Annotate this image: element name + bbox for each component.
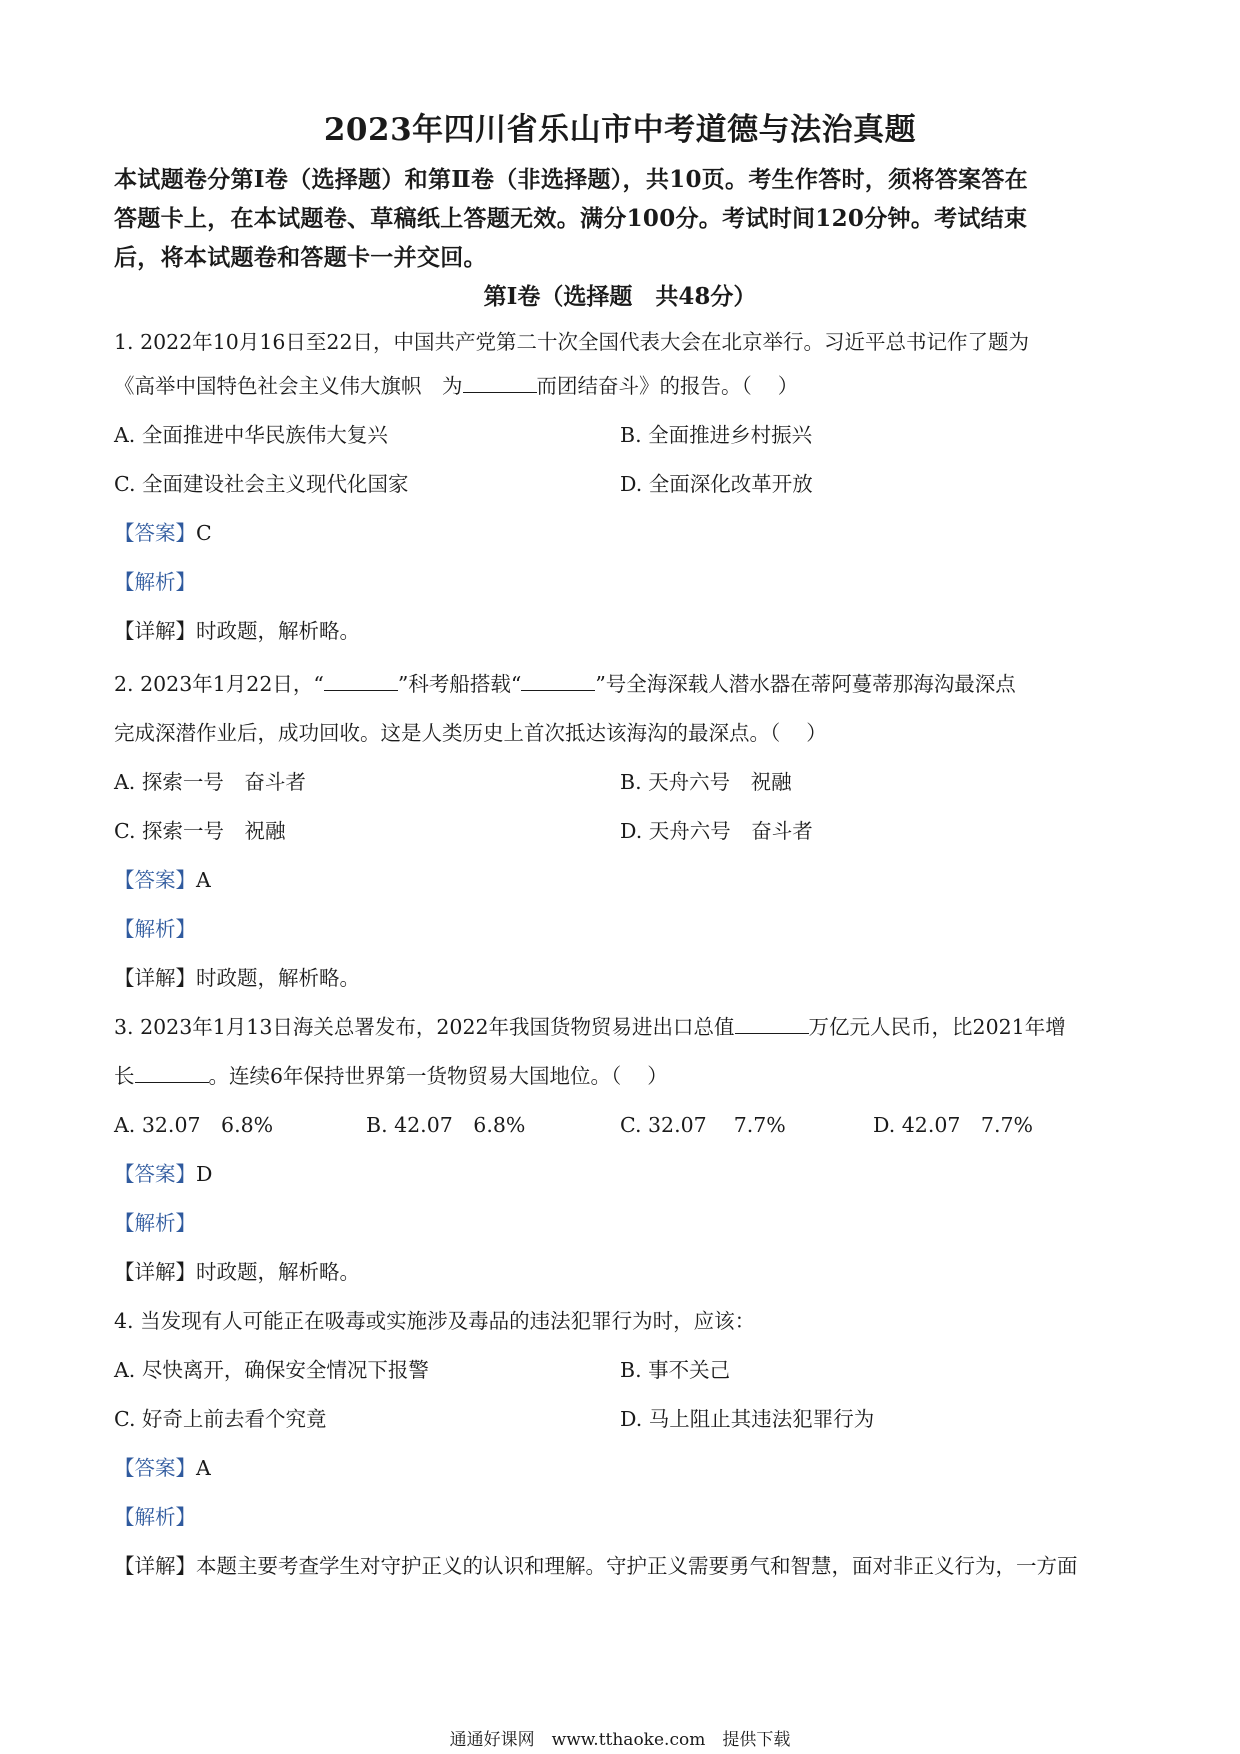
question-3-stem-line2: 长 。连续6年保持世界第一货物贸易大国地位。（ ） (114, 1064, 668, 1088)
question-4-option-d: D. 马上阻止其违法犯罪行为 (620, 1407, 875, 1431)
question-2-stem: 2. 2023年1月22日，“ ”科考船搭载“ ”号全海深载人潜水器在蒂阿蔓蒂那海沟最深点 (114, 672, 1016, 696)
instruction-line: 答题卡上，在本试题卷、草稿纸上答题无效。满分100分。考试时间120分钟。考试结束 (114, 205, 1028, 232)
question-4-detail: 【详解】本题主要考查学生对守护正义的认识和理解。守护正义需要勇气和智慧，面对非正义行为，一方面 (114, 1554, 1078, 1578)
question-1-analysis-label: 【解析】 (114, 570, 196, 594)
question-4-option-a: A. 尽快离开，确保安全情况下报警 (114, 1358, 429, 1382)
question-2-option-d: D. 天舟六号 奋斗者 (620, 819, 813, 843)
question-3-detail: 【详解】时政题，解析略。 (114, 1260, 360, 1284)
question-2-answer: 【答案】A (114, 868, 211, 892)
page-title: 2023年四川省乐山市中考道德与法治真题 (323, 112, 917, 148)
question-1-stem-line2: 《高举中国特色社会主义伟大旗帜 为 而团结奋斗》的报告。（ ） (114, 374, 799, 398)
question-3-answer: 【答案】D (114, 1162, 213, 1186)
exam-instructions (114, 160, 1134, 277)
question-2-stem-line2: 完成深潜作业后，成功回收。这是人类历史上首次抵达该海沟的最深点。（ ） (114, 721, 827, 745)
question-1-option-a: A. 全面推进中华民族伟大复兴 (114, 423, 388, 447)
question-1-option-c: C. 全面建设社会主义现代化国家 (114, 472, 409, 496)
question-2-option-c: C. 探索一号 祝融 (114, 819, 286, 843)
fill-blank (463, 374, 537, 393)
question-4-analysis-label: 【解析】 (114, 1505, 196, 1529)
fill-blank (521, 672, 595, 691)
question-3-analysis-label: 【解析】 (114, 1211, 196, 1235)
question-3-option-b: B. 42.07 6.8% (366, 1113, 526, 1137)
question-1-detail: 【详解】时政题，解析略。 (114, 619, 360, 643)
fill-blank (324, 672, 398, 691)
instruction-line: 本试题卷分第Ⅰ卷（选择题）和第Ⅱ卷（非选择题），共10页。考生作答时，须将答案答在 (114, 166, 1028, 193)
question-4-option-b: B. 事不关己 (620, 1358, 731, 1382)
question-1-answer: 【答案】C (114, 521, 212, 545)
question-1-stem: 1. 2022年10月16日至22日，中国共产党第二十次全国代表大会在北京举行。习近平总书记作了题为 (114, 330, 1030, 354)
question-3-stem: 3. 2023年1月13日海关总署发布，2022年我国货物贸易进出口总值 万亿元人民币，比2021年增 (114, 1015, 1066, 1039)
question-1-option-b: B. 全面推进乡村振兴 (620, 423, 813, 447)
question-2-analysis-label: 【解析】 (114, 917, 196, 941)
question-3-option-c: C. 32.07 7.7% (620, 1113, 786, 1137)
question-3-option-d: D. 42.07 7.7% (873, 1113, 1034, 1137)
question-4-answer: 【答案】A (114, 1456, 211, 1480)
question-1-option-d: D. 全面深化改革开放 (620, 472, 813, 496)
page-footer: 通通好课网 www.tthaoke.com 提供下载 (449, 1730, 791, 1750)
fill-blank (735, 1015, 809, 1034)
question-2-option-b: B. 天舟六号 祝融 (620, 770, 792, 794)
fill-blank (135, 1064, 209, 1083)
section-title: 第Ⅰ卷（选择题 共48分） (483, 283, 757, 310)
question-2-option-a: A. 探索一号 奋斗者 (114, 770, 306, 794)
question-2-detail: 【详解】时政题，解析略。 (114, 966, 360, 990)
question-4-option-c: C. 好奇上前去看个究竟 (114, 1407, 327, 1431)
question-3-option-a: A. 32.07 6.8% (114, 1113, 274, 1137)
question-4-stem: 4. 当发现有人可能正在吸毒或实施涉及毒品的违法犯罪行为时，应该： (114, 1309, 756, 1333)
instruction-line: 后，将本试题卷和答题卡一并交回。 (114, 244, 487, 271)
